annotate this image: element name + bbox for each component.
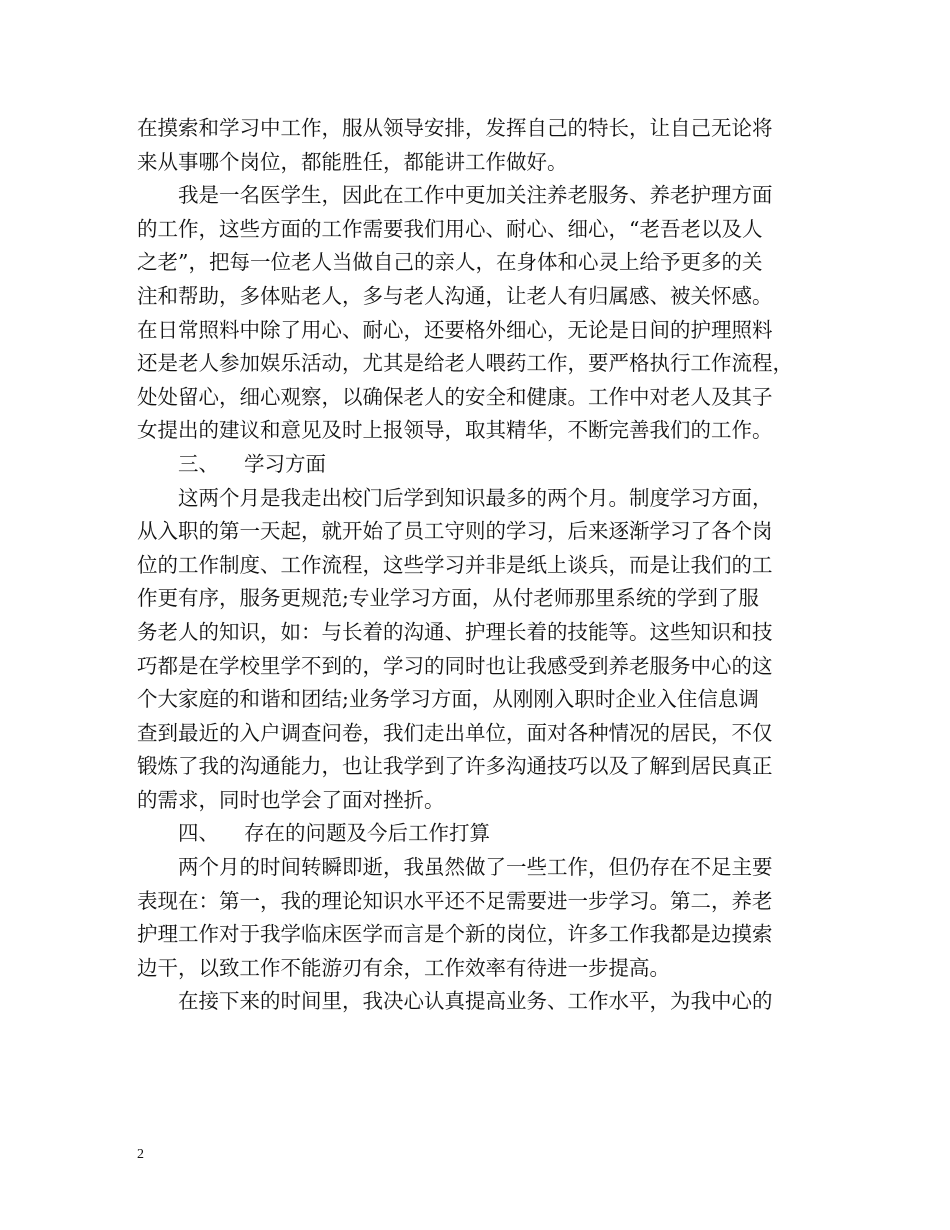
paragraph-line: 在摸索和学习中工作，服从领导安排，发挥自己的特长，让自己无论将 [137, 116, 773, 140]
paragraph-line: 之老”，把每一位老人当做自己的亲人，在身体和心灵上给予更多的关 [137, 250, 763, 275]
paragraph-line: 巧都是在学校里学不到的，学习的同时也让我感受到养老服务中心的这 [137, 653, 773, 678]
section-heading-3 [137, 448, 817, 482]
paragraph-line: 的需求，同时也学会了面对挫折。 [137, 787, 445, 812]
paragraph-line: 女提出的建议和意见及时上报领导，取其精华，不断完善我们的工作。 [137, 418, 773, 443]
paragraph-line: 注和帮助，多体贴老人，多与老人沟通，让老人有归属感、被关怀感。 [137, 283, 773, 308]
paragraph-line: 查到最近的入户调查问卷，我们走出单位，面对各种情况的居民，不仅 [137, 720, 773, 745]
section-heading-4 [137, 817, 817, 851]
paragraph-line: 在日常照料中除了用心、耐心，还要格外细心，无论是日间的护理照料 [137, 317, 773, 342]
paragraph-line: 在接下来的时间里，我决心认真提高业务、工作水平，为我中心的 [137, 989, 773, 1014]
paragraph-line: 我是一名医学生，因此在工作中更加关注养老服务、养老护理方面 [137, 183, 773, 208]
paragraph-line: 来从事哪个岗位，都能胜任，都能讲工作做好。 [137, 149, 568, 174]
paragraph-line: 位的工作制度、工作流程，这些学习并非是纸上谈兵，而是让我们的工 [137, 552, 773, 577]
paragraph-line: 个大家庭的和谐和团结;业务学习方面，从刚刚入职时企业入住信息调 [137, 687, 759, 712]
paragraph-line: 锻炼了我的沟通能力，也让我学到了许多沟通技巧以及了解到居民真正 [137, 754, 773, 779]
paragraph-line: 护理工作对于我学临床医学而言是个新的岗位，许多工作我都是边摸索 [137, 922, 773, 947]
paragraph-line: 的工作，这些方面的工作需要我们用心、耐心、细心，“老吾老以及人 [137, 216, 763, 241]
paragraph-line: 表现在：第一，我的理论知识水平还不足需要进一步学习。第二，养老 [137, 888, 773, 913]
paragraph-line: 两个月的时间转瞬即逝，我虽然做了一些工作，但仍存在不足主要 [137, 855, 773, 880]
paragraph-line: 这两个月是我走出校门后学到知识最多的两个月。制度学习方面， [137, 485, 773, 510]
page-number: 2 [137, 1147, 144, 1162]
document-body [137, 112, 817, 1019]
paragraph-line: 作更有序，服务更规范;专业学习方面，从付老师那里系统的学到了服 [137, 586, 759, 611]
paragraph-line: 还是老人参加娱乐活动，尤其是给老人喂药工作，要严格执行工作流程， [137, 351, 793, 376]
section-number: 三、 [178, 451, 219, 476]
paragraph-line: 边干，以致工作不能游刃有余，工作效率有待进一步提高。 [137, 955, 670, 980]
paragraph-line: 从入职的第一天起，就开始了员工守则的学习，后来逐渐学习了各个岗 [137, 519, 773, 544]
paragraph-line: 处处留心，细心观察，以确保老人的安全和健康。工作中对老人及其子 [137, 384, 773, 409]
section-title: 学习方面 [244, 451, 326, 476]
section-number: 四、 [178, 821, 219, 846]
paragraph-line: 务老人的知识，如：与长着的沟通、护理长着的技能等。这些知识和技 [137, 619, 773, 644]
section-title: 存在的问题及今后工作打算 [244, 821, 490, 846]
